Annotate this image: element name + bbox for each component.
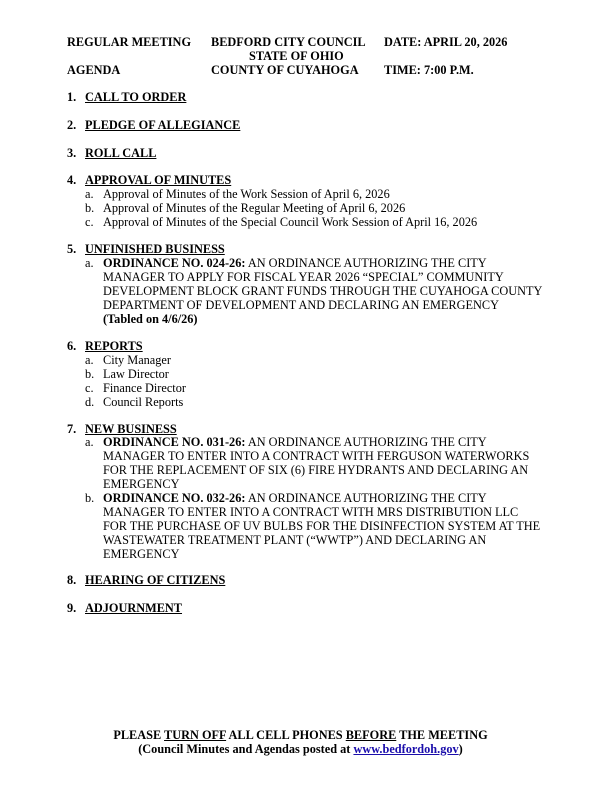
item-letter: b. (85, 201, 95, 215)
footer-text: PLEASE (113, 728, 165, 742)
footer-text: (Council Minutes and Agendas posted at (138, 742, 354, 756)
item-letter: c. (85, 215, 94, 229)
section-unfinished-business (67, 242, 225, 257)
item-text: City Manager (103, 353, 171, 367)
footer-emphasis: BEFORE (345, 728, 397, 742)
item-text: Approval of Minutes of the Regular Meeting of April 6, 2026 (103, 201, 406, 215)
section-roll-call (67, 146, 156, 161)
item-letter: a. (85, 353, 94, 367)
ordinance-text: EMERGENCY (103, 547, 180, 561)
item-letter: a. (85, 187, 94, 201)
ordinance-text: DEVELOPMENT BLOCK GRANT FUNDS THROUGH THE CUYAHOGA COUNTY (103, 284, 543, 298)
section-title: HEARING OF CITIZENS (85, 573, 226, 587)
ordinance-text: MANAGER TO ENTER INTO A CONTRACT WITH MRS DISTRIBUTION LLC (103, 505, 519, 519)
footer-emphasis: TURN OFF (164, 728, 227, 742)
ordinance-text: AN ORDINANCE AUTHORIZING THE CITY (245, 435, 487, 449)
ordinance-text: MANAGER TO ENTER INTO A CONTRACT WITH FERGUSON WATERWORKS (103, 449, 530, 463)
section-hearing-of-citizens (67, 573, 225, 588)
section-adjournment (67, 601, 182, 616)
section-number: 1. (67, 90, 77, 104)
agenda-label: AGENDA (67, 63, 121, 77)
footer-text: ALL CELL PHONES (226, 728, 346, 742)
section-reports (67, 339, 143, 354)
footer-text: THE MEETING (396, 728, 488, 742)
item-text: Law Director (103, 367, 169, 381)
item-letter: a. (85, 435, 94, 449)
item-text: Approval of Minutes of the Work Session of April 6, 2026 (103, 187, 390, 201)
section-number: 2. (67, 118, 77, 132)
ordinance-text: AN ORDINANCE AUTHORIZING THE CITY (245, 491, 487, 505)
ordinance-text: AN ORDINANCE AUTHORIZING THE CITY (245, 256, 487, 270)
section-number: 5. (67, 242, 77, 256)
ordinance-number: ORDINANCE NO. 031-26: (103, 435, 246, 449)
website-link[interactable]: www.bedfordoh.gov (353, 742, 459, 756)
ordinance-number: ORDINANCE NO. 024-26: (103, 256, 246, 270)
footer-text: ) (458, 742, 463, 756)
section-number: 9. (67, 601, 77, 615)
section-approval-of-minutes (67, 173, 231, 188)
tabled-note: (Tabled on 4/6/26) (103, 312, 198, 326)
footer-posted-note (0, 742, 601, 757)
ordinance-text: EMERGENCY (103, 477, 180, 491)
section-title: UNFINISHED BUSINESS (85, 242, 225, 256)
item-letter: d. (85, 395, 95, 409)
item-text: Finance Director (103, 381, 186, 395)
footer-notice (0, 728, 601, 743)
section-title: NEW BUSINESS (85, 422, 177, 436)
item-letter: c. (85, 381, 94, 395)
council-name: BEDFORD CITY COUNCIL (211, 35, 366, 49)
item-text: Council Reports (103, 395, 184, 409)
section-title: ROLL CALL (85, 146, 157, 160)
section-number: 3. (67, 146, 77, 160)
item-text: Approval of Minutes of the Special Council Work Session of April 16, 2026 (103, 215, 478, 229)
section-title: CALL TO ORDER (85, 90, 187, 104)
ordinance-text: WASTEWATER TREATMENT PLANT (“WWTP”) AND DECLARING AN (103, 533, 487, 547)
item-letter: b. (85, 491, 95, 505)
section-number: 6. (67, 339, 77, 353)
section-pledge (67, 118, 240, 133)
meeting-type: REGULAR MEETING (67, 35, 192, 49)
section-number: 7. (67, 422, 77, 436)
meeting-time: TIME: 7:00 P.M. (384, 63, 474, 77)
section-number: 8. (67, 573, 77, 587)
ordinance-text: MANAGER TO APPLY FOR FISCAL YEAR 2026 “SPECIAL” COMMUNITY (103, 270, 504, 284)
section-number: 4. (67, 173, 77, 187)
meeting-date: DATE: APRIL 20, 2026 (384, 35, 508, 49)
item-letter: b. (85, 367, 95, 381)
county-name: COUNTY OF CUYAHOGA (211, 63, 359, 77)
state-name: STATE OF OHIO (249, 49, 344, 63)
section-title: REPORTS (85, 339, 143, 353)
section-title: ADJOURNMENT (85, 601, 183, 615)
section-title: APPROVAL OF MINUTES (85, 173, 232, 187)
ordinance-text: FOR THE REPLACEMENT OF SIX (6) FIRE HYDRANTS AND DECLARING AN (103, 463, 529, 477)
ordinance-text: DEPARTMENT OF DEVELOPMENT AND DECLARING AN EMERGENCY (103, 298, 499, 312)
section-title: PLEDGE OF ALLEGIANCE (85, 118, 241, 132)
section-call-to-order (67, 90, 186, 105)
ordinance-number: ORDINANCE NO. 032-26: (103, 491, 246, 505)
item-letter: a. (85, 256, 94, 270)
ordinance-text: FOR THE PURCHASE OF UV BULBS FOR THE DISINFECTION SYSTEM AT THE (103, 519, 541, 533)
